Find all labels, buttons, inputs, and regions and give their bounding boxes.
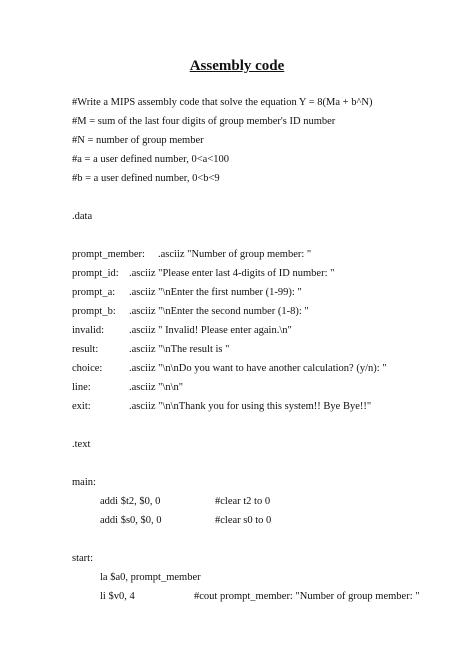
instruction-code: addi $t2, $0, 0 <box>100 496 161 507</box>
data-label: result: <box>72 344 99 355</box>
data-label: prompt_id: <box>72 268 119 279</box>
comment-line: #N = number of group member <box>72 135 204 146</box>
instruction-code: la $a0, prompt_member <box>100 572 201 583</box>
comment-line: #Write a MIPS assembly code that solve the equation Y = 8(Ma + b^N) <box>72 97 373 108</box>
comment-line: #M = sum of the last four digits of group member's ID number <box>72 116 336 127</box>
comment-line: #b = a user defined number, 0<b<9 <box>72 173 220 184</box>
data-value: .asciiz "\nEnter the second number (1-8): " <box>129 306 309 317</box>
instruction-comment: #clear t2 to 0 <box>215 496 271 507</box>
start-label: start: <box>72 553 93 564</box>
data-label: choice: <box>72 363 103 374</box>
document-title: Assembly code <box>189 58 285 74</box>
instruction-comment: #cout prompt_member: "Number of group member: " <box>194 591 420 602</box>
instruction-comment: #clear s0 to 0 <box>215 515 272 526</box>
data-value: .asciiz "\nEnter the first number (1-99): " <box>129 287 302 298</box>
text-section-directive: .text <box>72 439 91 450</box>
data-value: .asciiz "Please enter last 4-digits of ID number: " <box>129 268 335 279</box>
data-value: .asciiz "\n\nDo you want to have another calculation? (y/n): " <box>129 363 387 374</box>
data-label: invalid: <box>72 325 105 336</box>
data-label: line: <box>72 382 91 393</box>
instruction-code: addi $s0, $0, 0 <box>100 515 162 526</box>
instruction-code: li $v0, 4 <box>100 591 135 602</box>
data-label: exit: <box>72 401 91 412</box>
data-value: .asciiz " Invalid! Please enter again.\n" <box>129 325 292 336</box>
data-label: prompt_a: <box>72 287 116 298</box>
data-value: .asciiz "\nThe result is " <box>129 344 230 355</box>
main-label: main: <box>72 477 96 488</box>
data-section-directive: .data <box>72 211 93 222</box>
data-value: .asciiz "Number of group member: " <box>158 249 312 260</box>
data-label: prompt_member: <box>72 249 145 260</box>
data-label: prompt_b: <box>72 306 116 317</box>
data-value: .asciiz "\n\n" <box>129 382 184 393</box>
comment-line: #a = a user defined number, 0<a<100 <box>72 154 230 165</box>
data-value: .asciiz "\n\nThank you for using this system!! Bye Bye!!" <box>129 401 372 412</box>
